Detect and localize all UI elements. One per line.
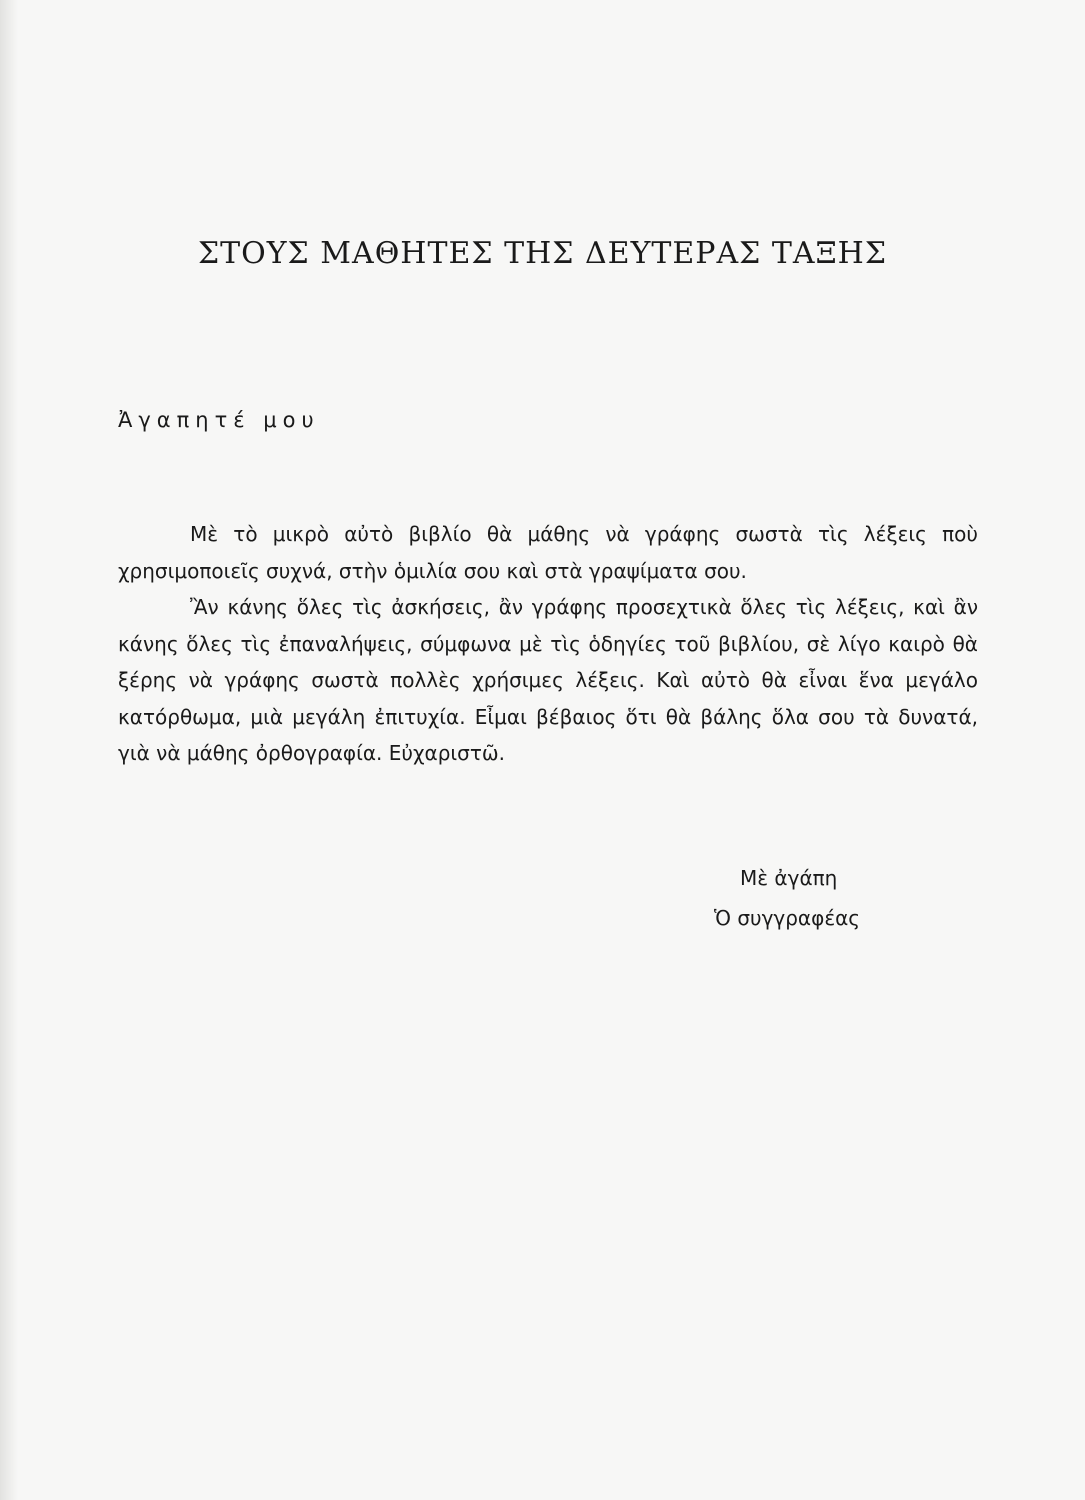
paragraph-2: Ἂν κάνης ὅλες τὶς ἀσκήσεις, ἂν γράφης προσεχτικὰ ὅλες τὶς λέξεις, καὶ ἂν κάνης ὅλες τὶς ἐπαναλήψεις, σύμφωνα μὲ τὶς ὁδηγίες τοῦ βιβλίου, σὲ λίγο καιρὸ θὰ ξέρης νὰ γράφης σωστὰ πολλὲς χρήσιμες λέξεις. Καὶ αὐτὸ θὰ εἶναι ἕνα μεγάλο κατόρθωμα, μιὰ μεγάλη ἐπιτυχία. Εἶμαι βέβαιος ὅτι θὰ βάλης ὅλα σου τὰ δυνατά, γιὰ νὰ μάθης ὀρθογραφία. Εὐχαριστῶ. — [118, 595, 978, 765]
page-edge-shadow — [0, 0, 18, 1500]
signature-block — [714, 858, 860, 938]
author-signature: Ὁ συγγραφέας — [714, 906, 861, 930]
letter-body — [118, 516, 978, 772]
salutation: Ἀγαπητέ μου — [118, 408, 320, 432]
paragraph-1: Μὲ τὸ μικρὸ αὐτὸ βιβλίο θὰ μάθης νὰ γράφης σωστὰ τὶς λέξεις ποὺ χρησιμοποιεῖς συχνά, στὴν ὁμιλία σου καὶ στὰ γραψίματα σου. — [118, 522, 978, 583]
closing-phrase: Μὲ ἀγάπη — [740, 866, 838, 890]
page-title: ΣΤΟΥΣ ΜΑΘΗΤΕΣ ΤΗΣ ΔΕΥΤΕΡΑΣ ΤΑΞΗΣ — [197, 236, 888, 271]
